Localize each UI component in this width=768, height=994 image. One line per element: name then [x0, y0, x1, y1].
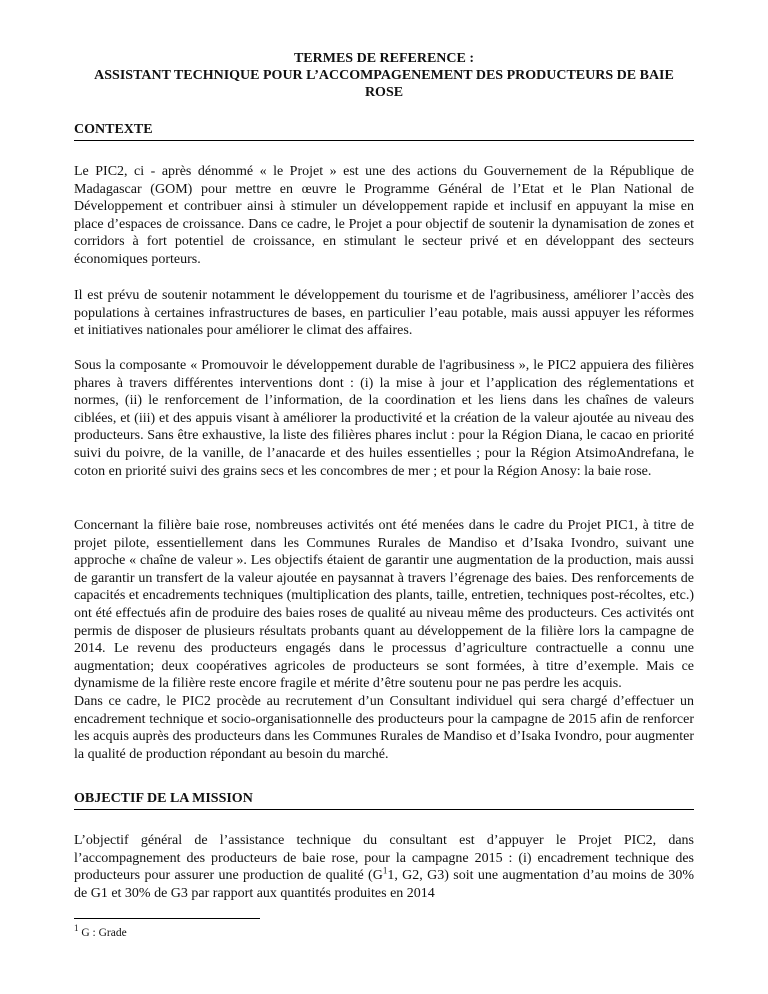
footnote	[74, 923, 127, 940]
paragraph-5: Dans ce cadre, le PIC2 procède au recrutement d’un Consultant individuel qui sera chargé d’effectuer un encadrement technique et socio-organisationnelle des producteurs pour la campagne de 2015 afin de renforcer les acquis auprès des producteurs dans les Communes Rurales de Mandiso et d’Isaka Ivondro, pour augmenter la qualité de production répondant au besoin du marché.	[74, 694, 694, 762]
title-line-1: TERMES DE REFERENCE :	[293, 51, 475, 66]
paragraph-2: Il est prévu de soutenir notamment le développement du tourisme et de l'agribusiness, améliorer l’accès des populations à certaines infrastructures de bases, en particulier l’eau potable, mais aussi appuyer les réformes et initiatives nationales pour améliorer le climat des affaires.	[74, 288, 694, 339]
paragraph-3: Sous la composante « Promouvoir le développement durable de l'agribusiness », le PIC2 appuiera des filières phares à travers différentes interventions dont : (i) la mise à jour et l’application des réglementations et normes, (ii) le renforcement de l’information, de la coordination et les liens dans les chaînes de valeurs ciblées, et (iii) et des appuis visant à améliorer la productivité et la création de la valeur ajoutée au niveau des producteurs. Sans être exhaustive, la liste des filières phares inclut : pour la Région Diana, le cacao en priorité suivi du poivre, de la vanille, de l’anacarde et des huiles essentielles ; pour la Région AtsimoAndrefana, le coton en priorité suivi des grains secs et les concombres de mer ; et pour la Région Anosy: la baie rose.	[74, 358, 694, 479]
footnote-separator	[74, 918, 260, 919]
footnote-reference[interactable]: 1	[382, 865, 388, 876]
section-heading-objectif: OBJECTIF DE LA MISSION	[74, 790, 694, 810]
title-line-2: ASSISTANT TECHNIQUE POUR L’ACCOMPAGENEMENT DES PRODUCTEURS DE BAIE ROSE	[94, 68, 674, 100]
objectif-text-part-1: L’objectif général de l’assistance technique du consultant est d’appuyer le Projet PIC2, dans l’accompagnement des producteurs de baie rose, pour la campagne 2015 : (i) encadrement technique des producteurs pour assurer une production de qualité (G	[74, 833, 694, 884]
footnote-mark: 1	[74, 923, 79, 934]
paragraph-1: Le PIC2, ci - après dénommé « le Projet » est une des actions du Gouvernement de la République de Madagascar (GOM) pour mettre en œuvre le Programme Général de l’Etat et le Plan National de Développement et contribuer ainsi à stimuler un développement rapide et inclusif en appuyant la mise en place d’espaces de croissance. Dans ce cadre, le Projet a pour objectif de soutenir la dynamisation de zones et corridors à fort potentiel de croissance, en stimulant le secteur privé et en développant des secteurs économiques porteurs.	[74, 164, 694, 267]
paragraph-4: Concernant la filière baie rose, nombreuses activités ont été menées dans le cadre du Projet PIC1, à titre de projet pilote, essentiellement dans les Communes Rurales de Mandiso et d’Isaka Ivondro, suivant une approche « chaîne de valeur ». Les objectifs étaient de garantir une augmentation de la production, mais aussi de garantir un transfert de la valeur ajoutée en paysannat à travers l’égrenage des baies. Des renforcements de capacités et encadrements techniques (multiplication des plants, taille, entretien, techniques post-récoltes, etc.) ont été effectués afin de produire des baies roses de qualité au niveau même des producteurs. Ces activités ont permis de disposer de plusieurs résultats probants quant au développement de la filière lors la campagne de 2014. Le revenu des producteurs engagés dans le processus d’agriculture contractuelle a connu une augmentation; deux coopératives agricoles de producteurs se sont formées, à titre d’exemple. Mais ce dynamisme de la filière reste encore fragile et mérite d’être soutenu pour ne pas perdre les acquis.	[74, 518, 694, 692]
document-title	[74, 50, 694, 101]
objectif-text-part-2: 1, G2, G3) soit une augmentation d’au moins de 30% de G1 et 30% de G3 par rapport aux quantités produites en 2014	[74, 868, 694, 901]
footnote-text: G : Grade	[78, 927, 127, 939]
paragraph-objectif	[74, 832, 694, 902]
section-heading-contexte: CONTEXTE	[74, 121, 694, 141]
